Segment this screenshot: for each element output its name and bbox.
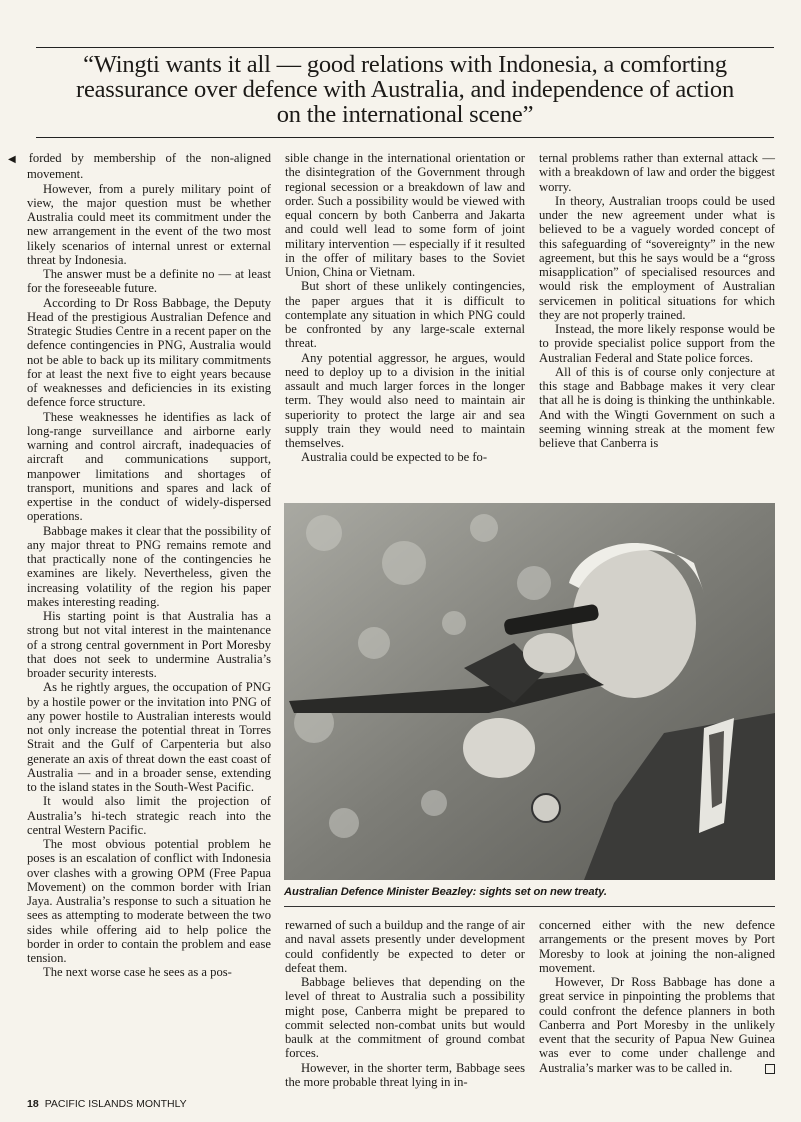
paragraph: The answer must be a definite no — at least for the foreseeable future.: [27, 267, 271, 296]
pull-quote-line: on the international scene”: [276, 101, 534, 128]
page-number: 18: [27, 1098, 39, 1110]
paragraph: Babbage makes it clear that the possibility of any major threat to PNG remains remote and that practically none of the contingencies he examines are likely. Nevertheless, given the increasing volatility of the region his paper makes interesting reading.: [27, 523, 271, 609]
article-column-1: [8, 151, 271, 980]
top-rule: [36, 47, 774, 48]
paragraph: In theory, Australian troops could be used under the new agreement under what is believed to be a vaguely worded concept of this safeguarding of “sovereignty” in the new agreement, but this he says would be a “gross misapplication” of specialised resources and would risk the employment of Australian servicemen in political situations for which they are not properly trained.: [539, 193, 775, 322]
paragraph: concerned either with the new defence arrangements or the present moves by Port Moresby to look at joining the non-aligned movement.: [539, 918, 775, 975]
pull-quote-rule: [36, 137, 774, 138]
paragraph: The most obvious potential problem he poses is an escalation of conflict with Indonesia over clashes with a growing OPM (Free Papua Movement) on the common border with Irian Jaya. Australia’s response to such a situation he sees as attempting to moderate between the two sides while offering aid to help police the border in order to contain the problem and ease tension.: [27, 837, 271, 965]
paragraph: ternal problems rather than external attack — with a breakdown of law and order the biggest worry.: [539, 151, 775, 194]
paragraph: ◀ forded by membership of the non-aligned movement.: [8, 151, 271, 182]
paragraph: According to Dr Ross Babbage, the Deputy Head of the prestigious Australian Defence and Strategic Studies Centre in a recent paper on the defence contingencies in PNG, Australia would not be able to back up its military commitments for at least the next five to eight years because of weaknesses and deficiencies in its existing defence force structure.: [27, 295, 271, 410]
article-column-5: [539, 918, 775, 1075]
paragraph: These weaknesses he identifies as lack of long-range surveillance and airborne early warning and control aircraft, inadequacies of aircraft and communications support, manpower limitations and shortages of transport, munitions and spares and lack of expertise in the conduct of widely-dispersed operations.: [27, 409, 271, 524]
paragraph: However, from a purely military point of view, the major question must be whether Australia could meet its commitment under the new arrangement in the event of the two most likely scenarios of internal unrest or external threat by Indonesia.: [27, 181, 271, 267]
continued-arrow-icon: ◀: [8, 154, 16, 165]
article-column-2: [285, 151, 525, 465]
paragraph: It would also limit the projection of Australia’s hi-tech strategic reach into the central Western Pacific.: [27, 794, 271, 837]
article-column-3: [539, 151, 775, 450]
publication-name: PACIFIC ISLANDS MONTHLY: [44, 1098, 187, 1110]
beazley-photo: [284, 503, 775, 880]
paragraph: The next worse case he sees as a pos-: [43, 965, 232, 980]
photo-caption: Australian Defence Minister Beazley: sights set on new treaty.: [284, 886, 607, 898]
photo-illustration: [284, 503, 775, 880]
paragraph: All of this is of course only conjecture at this stage and Babbage makes it very clear that all he is doing is thinking the unthinkable. And with the Wingti Government on such a seeming winning streak at the moment few believe that Canberra is: [539, 364, 775, 450]
pull-quote-line: “Wingti wants it all — good relations with Indonesia, a comforting: [83, 51, 727, 78]
end-mark-icon: [765, 1064, 775, 1074]
paragraph: However, Dr Ross Babbage has done a great service in pinpointing the problems that could confront the defence planners in both Canberra and Port Moresby in the unlikely event that the security of Papua New Guinea was ever to come under challenge and Australia’s marker was to be called in.: [539, 975, 775, 1075]
paragraph: Instead, the more likely response would be to provide specialist police support from the Australian Federal and State police forces.: [539, 322, 775, 365]
paragraph: As he rightly argues, the occupation of PNG by a hostile power or the invitation into PNG of any power hostile to Australian interests would not only increase the potential threat in Torres Strait and the Gulf of Carpenteria but also generate an axis of threat down the east coast of Australia — and in a broader sense, extending to the island states in the South-West Pacific.: [27, 680, 271, 794]
paragraph: sible change in the international orientation or the disintegration of the Government through regional secession or a breakdown of law and order. Such a possibility would be viewed with equal concern by both Canberra and Jakarta and could well lead to some form of joint military intervention — especially if it resulted in the offer of military bases to the Soviet Union, China or Vietnam.: [285, 151, 525, 279]
caption-rule: [284, 906, 775, 907]
paragraph: Babbage believes that depending on the level of threat to Australia such a possibility might pose, Canberra might be prepared to commit selected non-combat units but would baulk at the commitment of ground combat forces.: [285, 975, 525, 1061]
pull-quote-line: reassurance over defence with Australia, and independence of action: [75, 76, 734, 103]
paragraph: His starting point is that Australia has a strong but not vital interest in the maintenance of a strong central government in Port Moresby that does not seek to undermine Australia’s broader security interests.: [27, 609, 271, 680]
pull-quote: [36, 52, 774, 127]
paragraph: rewarned of such a buildup and the range of air and naval assets presently under development could confidently be expected to deter or defeat them.: [285, 918, 525, 975]
paragraph: But short of these unlikely contingencies, the paper argues that it is difficult to contemplate any situation in which PNG could be confronted by any large-scale external threat.: [285, 279, 525, 351]
paragraph: Any potential aggressor, he argues, would need to deploy up to a division in the initial assault and much larger forces in the longer term. They would also need to maintain air superiority to protect the large air and sea supply train they would need to maintain themselves.: [285, 350, 525, 450]
article-column-4: [285, 918, 525, 1089]
paragraph: However, in the shorter term, Babbage sees the more probable threat lying in in-: [285, 1060, 525, 1089]
page-footer: [27, 1098, 187, 1110]
paragraph: Australia could be expected to be fo-: [301, 450, 488, 465]
